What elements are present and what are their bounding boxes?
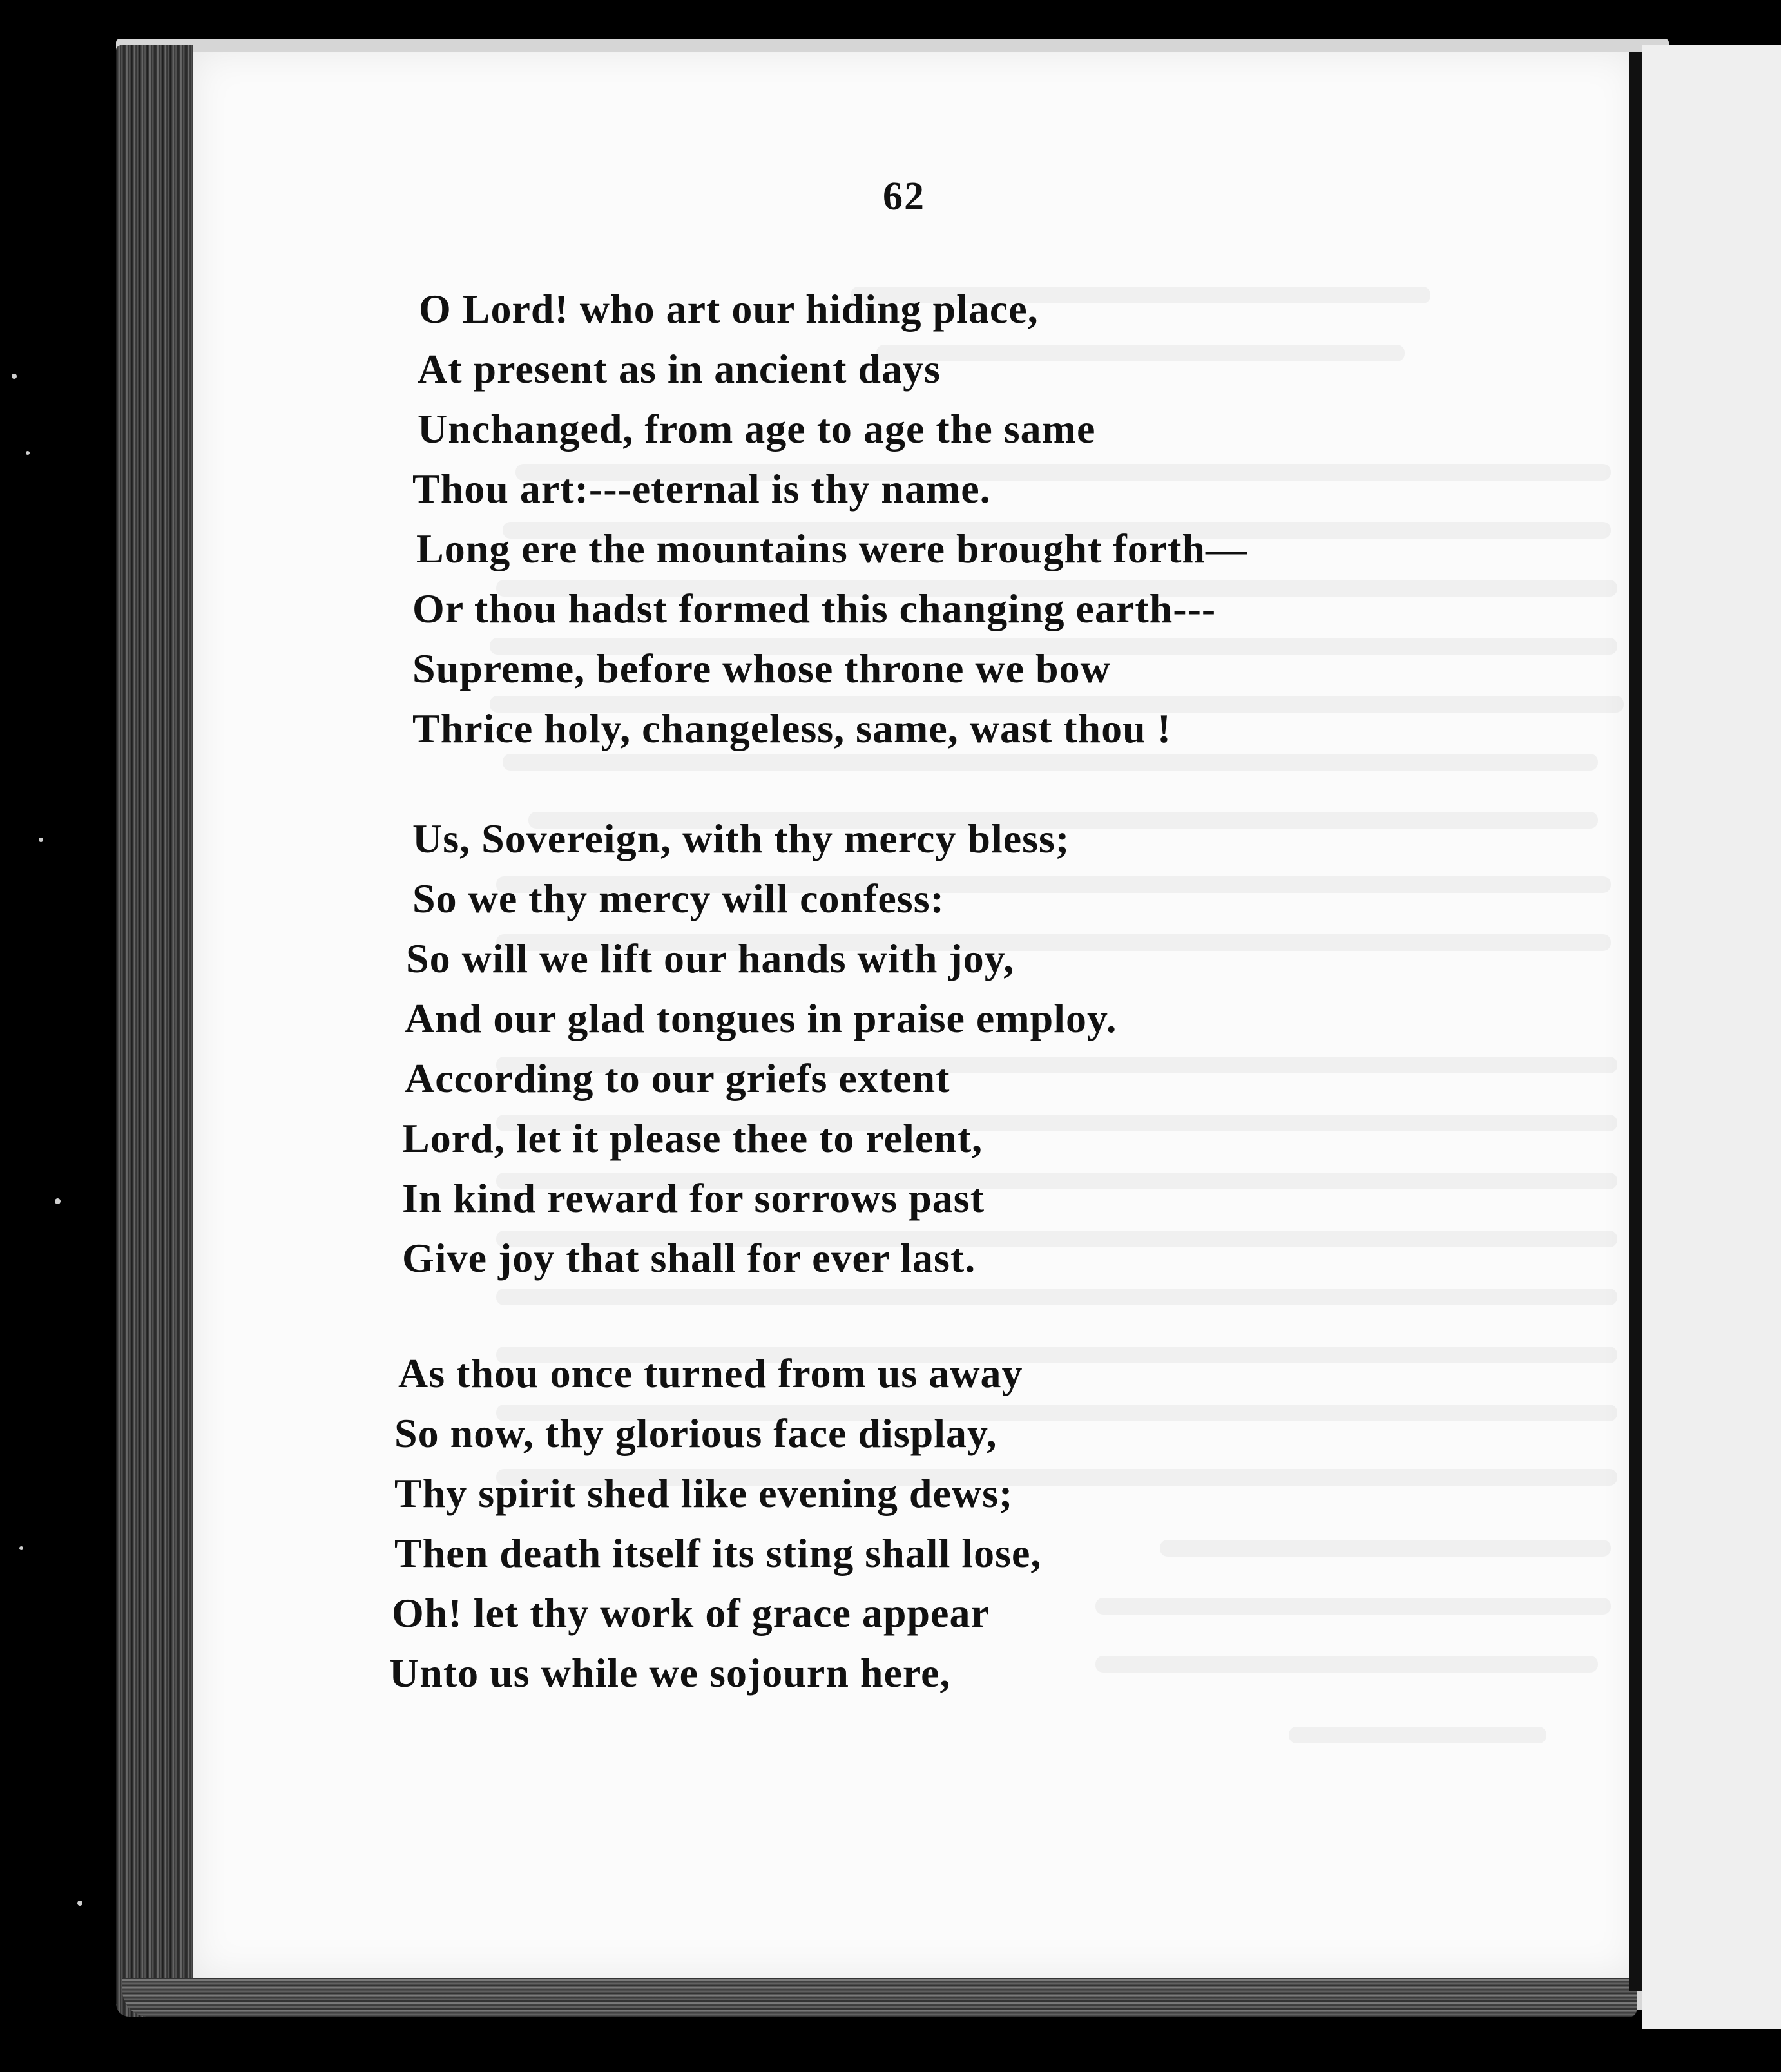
page-stack-edge-bottom [122, 1978, 1637, 2017]
poem-line: O Lord! who art our hiding place, [419, 286, 1039, 332]
bleed-through-line [1160, 1540, 1611, 1557]
poem-line: Supreme, before whose throne we bow [412, 646, 1111, 691]
gutter-shadow [1629, 52, 1642, 1991]
scan-noise-speck [39, 838, 43, 842]
scan-noise-speck [19, 1546, 23, 1550]
poem-line: Then death itself its sting shall lose, [394, 1530, 1042, 1576]
poem-line: So now, thy glorious face display, [394, 1410, 997, 1456]
poem-line: Or thou hadst formed this changing earth--- [412, 586, 1217, 631]
bleed-through-line [1289, 1727, 1546, 1743]
poem-line: At present as in ancient days [418, 346, 941, 392]
poem-line: As thou once turned from us away [398, 1350, 1023, 1396]
poem-line: Unto us while we sojourn here, [389, 1650, 951, 1696]
bleed-through-line [876, 345, 1405, 361]
poem-line: Unchanged, from age to age the same [418, 406, 1096, 452]
poem-line: So will we lift our hands with joy, [406, 935, 1015, 981]
poem-line: In kind reward for sorrows past [402, 1175, 985, 1221]
scan-noise-speck [26, 451, 30, 455]
poem-line: And our glad tongues in praise employ. [405, 995, 1117, 1041]
bleed-through-line [1095, 1656, 1598, 1673]
poem-line: Lord, let it please thee to relent, [402, 1115, 983, 1161]
scan-noise-speck [55, 1198, 61, 1204]
poem-line: Thy spirit shed like evening dews; [394, 1470, 1014, 1516]
bleed-through-line [1095, 1598, 1611, 1615]
poem-line: Oh! let thy work of grace appear [392, 1590, 990, 1636]
page-number: 62 [883, 175, 925, 218]
poem-line: Give joy that shall for ever last. [402, 1235, 976, 1281]
bleed-through-line [496, 1289, 1617, 1305]
scan-noise-speck [77, 1901, 82, 1906]
poem-line: Thrice holy, changeless, same, wast thou ! [412, 705, 1171, 751]
facing-page-sliver [1642, 45, 1781, 2029]
bleed-through-line [503, 754, 1598, 771]
poem-line: So we thy mercy will confess: [412, 876, 945, 921]
poem-line: Us, Sovereign, with thy mercy bless; [412, 816, 1070, 861]
poem-line: Long ere the mountains were brought forth— [416, 526, 1247, 571]
poem-line: According to our griefs extent [405, 1055, 950, 1101]
page-stack-edge-left [116, 45, 193, 2017]
scan-noise-speck [12, 374, 17, 379]
poem-line: Thou art:---eternal is thy name. [412, 466, 991, 512]
